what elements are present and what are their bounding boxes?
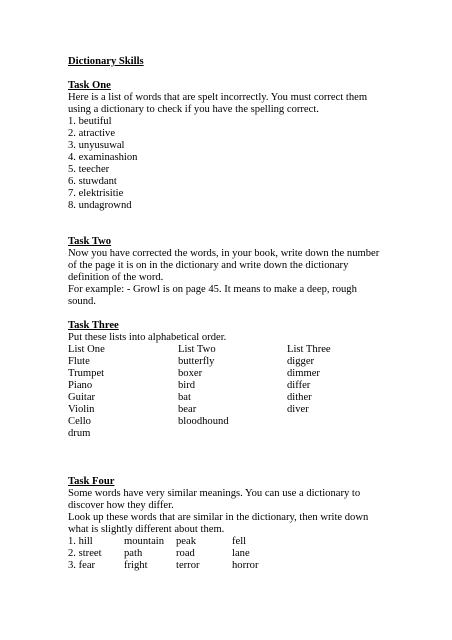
task-two-text-line: sound. [68, 296, 96, 307]
word-group-cell: 2. street [68, 548, 102, 559]
list-cell: Flute [68, 356, 90, 367]
task-two-text-line: For example: - Growl is on page 45. It means to make a deep, rough [68, 284, 357, 295]
word-list-item: 6. stuwdant [68, 176, 117, 187]
list-cell: boxer [178, 368, 203, 379]
task-four-text-line: what is slightly different about them. [68, 524, 225, 535]
task-one-intro-line: Here is a list of words that are spelt incorrectly. You must correct them [68, 92, 368, 103]
list-cell: bird [178, 380, 196, 391]
word-group-cell: lane [232, 548, 250, 559]
task-two-text-line: definition of the word. [68, 272, 164, 283]
task-one-heading: Task One [68, 80, 111, 91]
word-list-item: 8. undagrownd [68, 200, 132, 211]
document-title: Dictionary Skills [68, 56, 144, 67]
list-cell: Cello [68, 416, 91, 427]
list-cell: bat [178, 392, 191, 403]
list-cell: Piano [68, 380, 93, 391]
list-cell: Trumpet [68, 368, 105, 379]
list-cell: dither [287, 392, 312, 403]
word-group-cell: terror [176, 560, 200, 571]
list-header: List Three [287, 344, 331, 355]
word-list-item: 4. examinashion [68, 152, 138, 163]
task-three-intro: Put these lists into alphabetical order. [68, 332, 227, 343]
task-three-heading: Task Three [68, 320, 119, 331]
word-group-cell: road [176, 548, 195, 559]
list-cell: drum [68, 428, 91, 439]
task-two-heading: Task Two [68, 236, 112, 247]
task-four-text-line: discover how they differ. [68, 500, 174, 511]
task-two-text-line: Now you have corrected the words, in your book, write down the number [68, 248, 380, 259]
word-list-item: 2. atractive [68, 128, 116, 139]
list-cell: bloodhound [178, 416, 229, 427]
list-header: List Two [178, 344, 216, 355]
task-four-text-line: Look up these words that are similar in the dictionary, then write down [68, 512, 369, 523]
list-cell: differ [287, 380, 311, 391]
list-cell: diver [287, 404, 309, 415]
task-four-text-line: Some words have very similar meanings. You can use a dictionary to [68, 488, 361, 499]
list-cell: bear [178, 404, 197, 415]
list-cell: butterfly [178, 356, 215, 367]
word-group-cell: peak [176, 536, 196, 547]
word-list-item: 5. teecher [68, 164, 110, 175]
word-group-cell: horror [232, 560, 259, 571]
list-cell: dimmer [287, 368, 320, 379]
word-list-item: 1. beutiful [68, 116, 112, 127]
list-cell: digger [287, 356, 315, 367]
word-group-cell: fell [232, 536, 247, 547]
word-list-item: 3. unyusuwal [68, 140, 125, 151]
word-group-cell: mountain [124, 536, 165, 547]
word-group-cell: 3. fear [68, 560, 96, 571]
word-list-item: 7. elektrisitie [68, 188, 124, 199]
list-cell: Guitar [68, 392, 96, 403]
task-two-text-line: of the page it is on in the dictionary and write down the dictionary [68, 260, 349, 271]
word-group-cell: path [124, 548, 143, 559]
word-group-cell: fright [124, 560, 148, 571]
task-four-heading: Task Four [68, 476, 115, 487]
task-one-intro-line: using a dictionary to check if you have the spelling correct. [68, 104, 319, 115]
word-group-cell: 1. hill [68, 536, 93, 547]
list-header: List One [68, 344, 105, 355]
list-cell: Violin [68, 404, 95, 415]
